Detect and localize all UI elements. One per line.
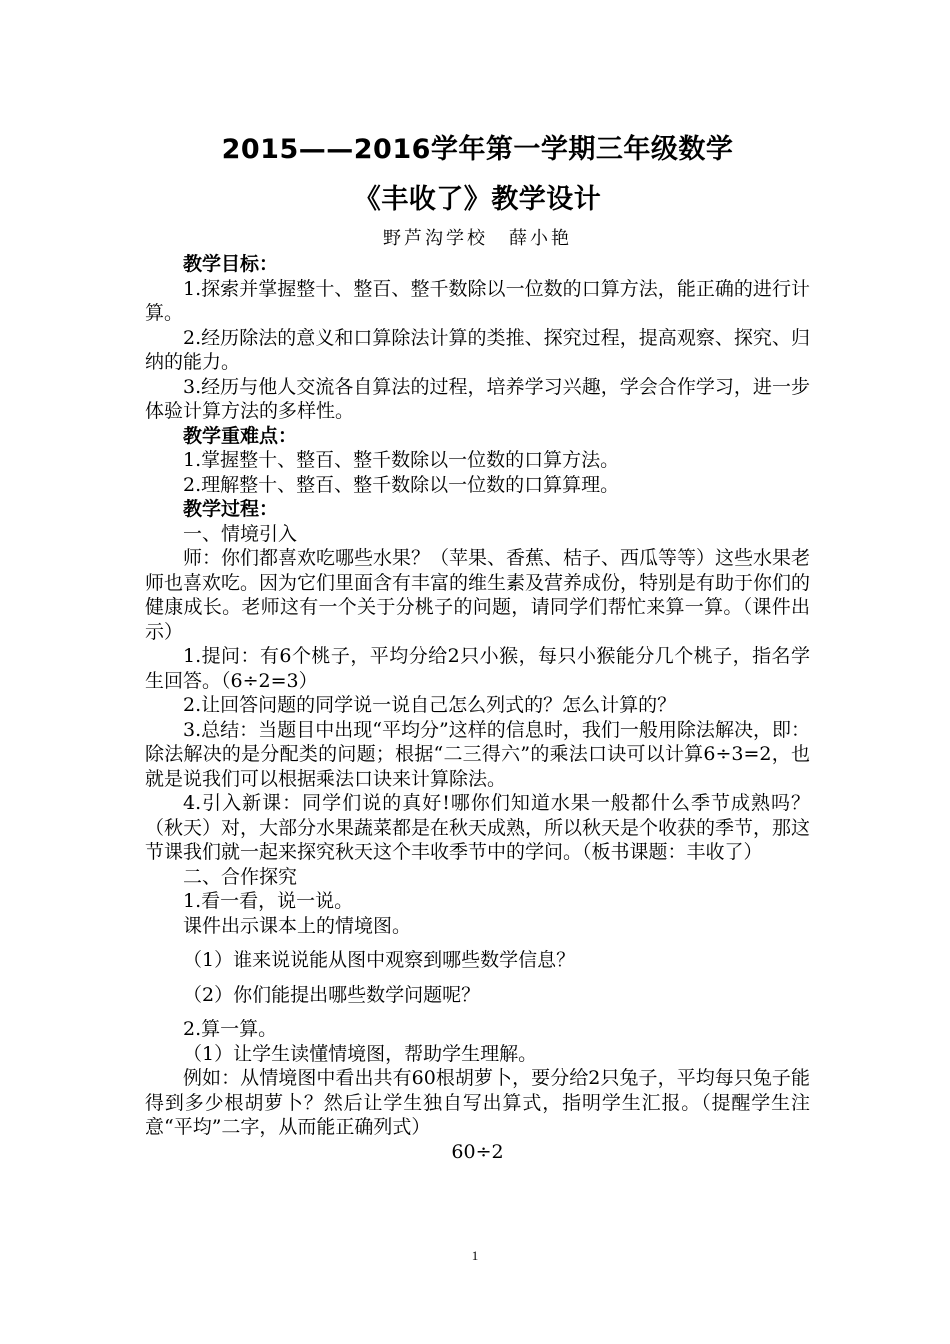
key-points-heading: 教学重难点：: [183, 424, 298, 447]
process-paragraph: 课件出示课本上的情境图。: [183, 914, 412, 937]
process-paragraph: 4.引入新课：同学们说的真好!哪你们知道水果一般都什么季节成熟吗？（秋天）对，大部分水果蔬菜都是在秋天成熟，所以秋天是个收获的季节，那这节课我们就一起来探究秋天这个丰收季节中的学问。（板书课题：丰收了）: [145, 792, 811, 863]
process-paragraph: 2.让回答问题的同学说一说自己怎么列式的？怎么计算的？: [183, 694, 677, 716]
goal-item-3: 3.经历与他人交流各自算法的过程，培养学习兴趣，学会合作学习，进一步体验计算方法的多样性。: [145, 375, 810, 422]
document-page: [145, 128, 810, 1164]
process-paragraph: （1）让学生读懂情境图，帮助学生理解。: [183, 1042, 538, 1065]
process-paragraph: 2.算一算。: [183, 1018, 278, 1040]
section1-title: 一、情境引入: [183, 522, 298, 545]
key-point-item-2: 2.理解整十、整百、整千数除以一位数的口算算理。: [183, 473, 620, 496]
process-paragraph: 3.总结：当题目中出现“平均分”这样的信息时，我们一般用除法解决，即：除法解决的是分配类的问题；根据“二三得六”的乘法口诀可以计算6÷3=2，也就是说我们可以根据乘法口诀来计算除法。: [145, 718, 810, 790]
document-title-line2: 《丰收了》教学设计: [353, 184, 602, 215]
key-point-item-1: 1.掌握整十、整百、整千数除以一位数的口算方法。: [183, 449, 620, 471]
page-number: 1: [471, 1248, 479, 1263]
process-paragraph: （2）你们能提出哪些数学问题呢？: [183, 983, 481, 1006]
process-paragraph: 1.提问：有6个桃子，平均分给2只小猴，每只小猴能分几个桃子，指名学生回答。（6÷2=3）: [145, 645, 810, 692]
process-paragraph: 1.看一看，说一说。: [183, 890, 354, 912]
process-paragraph: 例如：从情境图中看出共有60根胡萝卜，要分给2只兔子，平均每只兔子能得到多少根胡萝卜？然后让学生独自写出算式，指明学生汇报。（提醒学生注意“平均”二字，从而能正确列式）: [145, 1067, 810, 1138]
goals-heading: 教学目标：: [183, 253, 279, 275]
goal-item-2: 2.经历除法的意义和口算除法计算的类推、探究过程，提高观察、探究、归纳的能力。: [145, 326, 810, 373]
process-paragraph: 师：你们都喜欢吃哪些水果？（苹果、香蕉、桔子、西瓜等等）这些水果老师也喜欢吃。因为它们里面含有丰富的维生素及营养成份，特别是有助于你们的健康成长。老师这有一个关于分桃子的问题，请同学们帮忙来算一算。（课件出示）: [145, 547, 811, 643]
section2-title: 二、合作探究: [183, 865, 298, 888]
document-title-line1: 2015——2016学年第一学期三年级数学: [221, 134, 734, 165]
process-heading: 教学过程：: [183, 498, 279, 520]
goal-item-1: 1.探索并掌握整十、整百、整千数除以一位数的口算方法，能正确的进行计算。: [145, 277, 810, 324]
process-paragraph: （1）谁来说说能从图中观察到哪些数学信息？: [183, 949, 576, 971]
author-line: 野芦沟学校 薛小艳: [383, 228, 572, 249]
formula: 60÷2: [451, 1140, 504, 1163]
